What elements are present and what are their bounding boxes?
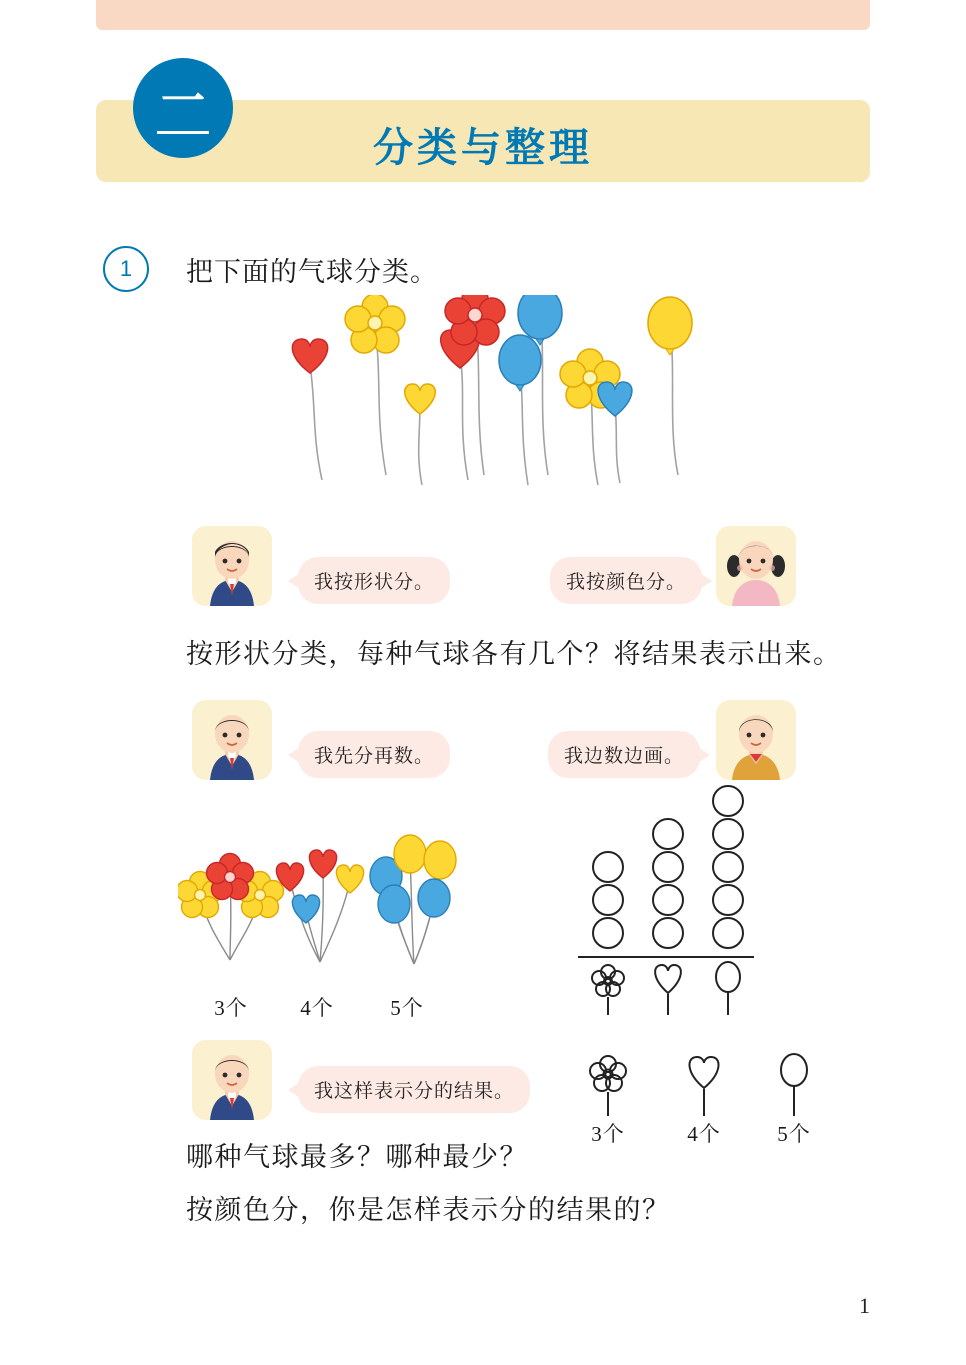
instruction-line-b: 哪种气球最多？哪种最少？ [186, 1142, 528, 1172]
icon-count-3: 5个 [777, 1122, 811, 1146]
bubble-represent: 我这样表示分的结果。 [298, 1066, 530, 1113]
page-title: 分类与整理 [373, 125, 593, 170]
icon-count-1: 3个 [591, 1122, 625, 1146]
top-decorative-bar [96, 0, 870, 30]
avatar-girl-1 [716, 526, 796, 606]
icon-count-2: 4个 [687, 1122, 721, 1146]
bunch-count-3: 5个 [390, 996, 424, 1020]
instruction-line-c: 按颜色分，你是怎样表示分的结果的？ [186, 1195, 671, 1225]
unit-number-badge [133, 58, 233, 158]
avatar-boy-4 [192, 1040, 272, 1120]
avatar-boy-3 [716, 700, 796, 780]
instruction-line-a: 按形状分类，每种气球各有几个？将结果表示出来。 [186, 639, 842, 669]
circle-tally-chart [570, 785, 760, 1025]
question-number-1: 1 [103, 246, 149, 292]
bubble-color: 我按颜色分。 [550, 557, 702, 604]
avatar-boy-1 [192, 526, 272, 606]
unit-badge-rule [157, 131, 209, 134]
question-prompt: 把下面的气球分类。 [186, 257, 438, 287]
unit-number-label: 一 [161, 77, 205, 126]
bubble-shape: 我按形状分。 [298, 557, 450, 604]
outline-icon-row [576, 1050, 836, 1120]
balloon-bunches-illustration [178, 820, 468, 980]
bubble-count-and-draw: 我边数边画。 [548, 731, 700, 778]
bunch-count-2: 4个 [300, 996, 334, 1020]
bunch-count-1: 3个 [214, 996, 248, 1020]
balloon-cluster-illustration [270, 295, 720, 505]
page-number: 1 [859, 1293, 870, 1318]
avatar-boy-2 [192, 700, 272, 780]
bubble-sort-then-count: 我先分再数。 [298, 731, 450, 778]
